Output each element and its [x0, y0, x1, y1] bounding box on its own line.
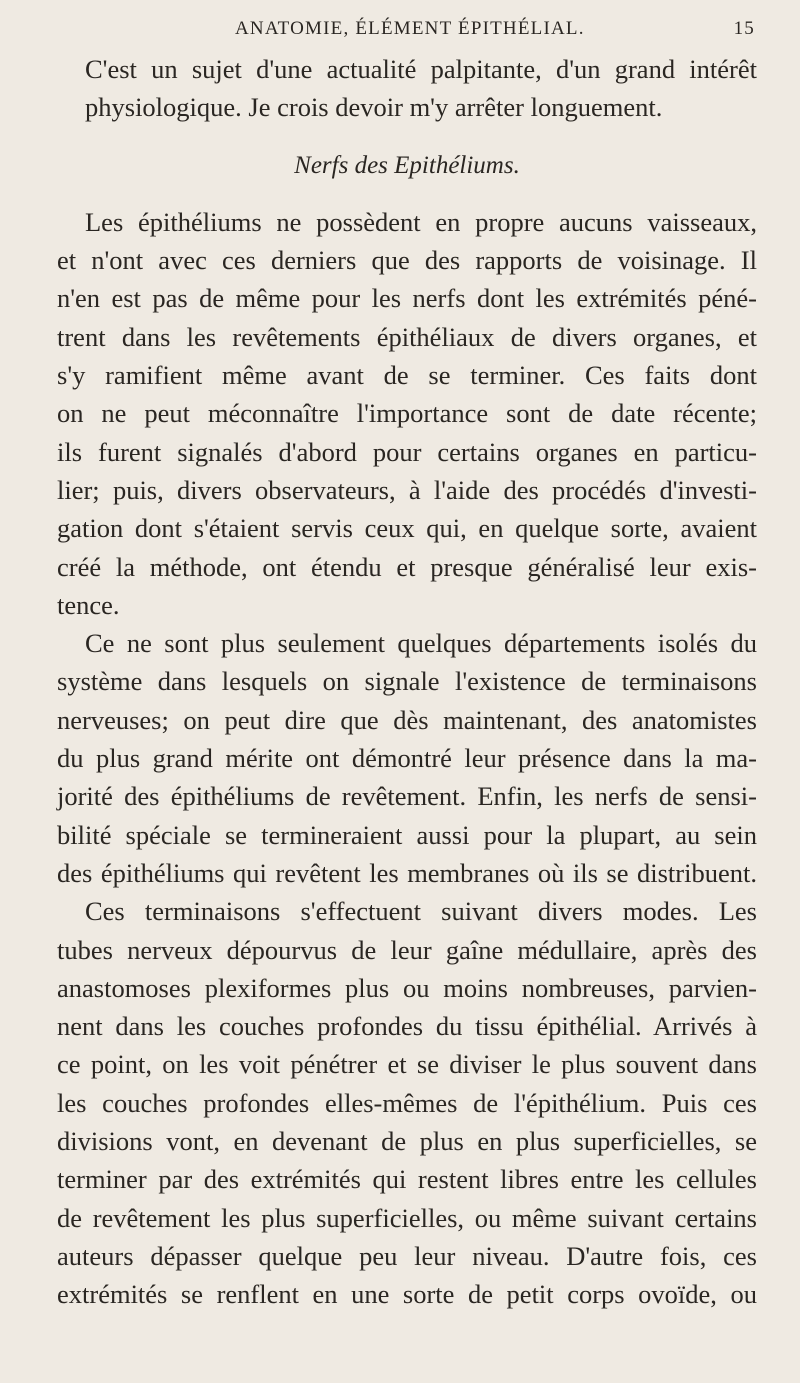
text-line: Les épithéliums ne possèdent en propre aucuns vaisseaux,	[85, 206, 757, 237]
text-line: auteurs dépasser quelque peu leur niveau. D'autre fois, ces	[57, 1240, 757, 1271]
text-line: des épithéliums qui revêtent les membranes où ils se distribuent.	[57, 857, 757, 888]
text-block	[57, 50, 757, 1314]
text-line: on ne peut méconnaître l'importance sont de date récente;	[57, 398, 757, 429]
paragraph-2	[57, 624, 757, 1313]
text-line: nerveuses; on peut dire que dès maintenant, des anatomistes	[57, 704, 757, 735]
page-number: 15	[733, 18, 755, 39]
text-line: gation dont s'étaient servis ceux qui, en quelque sorte, avaient	[57, 513, 757, 544]
text-line: ce point, on les voit pénétrer et se diviser le plus souvent dans	[57, 1049, 757, 1080]
text-line: tubes nerveux dépourvus de leur gaîne médullaire, après des	[57, 934, 757, 965]
text-line: C'est un sujet d'une actualité palpitante, d'un grand intérêt	[85, 54, 757, 84]
text-line: s'y ramifient même avant de se terminer. Ces faits dont	[57, 360, 757, 391]
text-line: anastomoses plexiformes plus ou moins nombreuses, parvien-	[57, 972, 757, 1003]
text-line: jorité des épithéliums de revêtement. Enfin, les nerfs de sensi-	[57, 781, 757, 812]
text-line: physiologique. Je crois devoir m'y arrêter longuement.	[85, 92, 663, 123]
text-line: de revêtement les plus superficielles, ou même suivant certains	[57, 1202, 757, 1233]
text-line: et n'ont avec ces derniers que des rapports de voisinage. Il	[57, 245, 757, 276]
intro-paragraph	[57, 50, 757, 127]
text-line: les couches profondes elles-mêmes de l'épithélium. Puis ces	[57, 1087, 757, 1118]
text-line: terminer par des extrémités qui restent libres entre les cellules	[57, 1164, 757, 1195]
running-head	[235, 18, 755, 40]
text-line: trent dans les revêtements épithéliaux de divers organes, et	[57, 321, 757, 352]
text-line: créé la méthode, ont étendu et presque généralisé leur exis-	[57, 551, 757, 582]
text-line: du plus grand mérite ont démontré leur présence dans la ma-	[57, 743, 757, 774]
text-line: extrémités se renflent en une sorte de petit corps ovoïde, ou	[57, 1279, 757, 1310]
text-line: Ce ne sont plus seulement quelques départements isolés du	[85, 628, 757, 659]
text-line: tence.	[57, 589, 120, 620]
text-line: lier; puis, divers observateurs, à l'aide des procédés d'investi-	[57, 474, 757, 505]
text-line: système dans lesquels on signale l'existence de terminaisons	[57, 666, 757, 697]
running-title: ANATOMIE, ÉLÉMENT ÉPITHÉLIAL.	[235, 18, 585, 39]
text-line: ils furent signalés d'abord pour certains organes en particu-	[57, 436, 757, 467]
text-line: Ces terminaisons s'effectuent suivant divers modes. Les	[85, 896, 757, 927]
text-line: divisions vont, en devenant de plus en plus superficielles, se	[57, 1126, 757, 1157]
section-heading: Nerfs des Epithéliums.	[294, 151, 520, 179]
text-line: nent dans les couches profondes du tissu épithélial. Arrivés à	[57, 1011, 757, 1042]
text-line: n'en est pas de même pour les nerfs dont les extrémités péné-	[57, 283, 757, 314]
paragraph-1	[57, 203, 757, 624]
text-line: bilité spéciale se termineraient aussi pour la plupart, au sein	[57, 819, 757, 850]
